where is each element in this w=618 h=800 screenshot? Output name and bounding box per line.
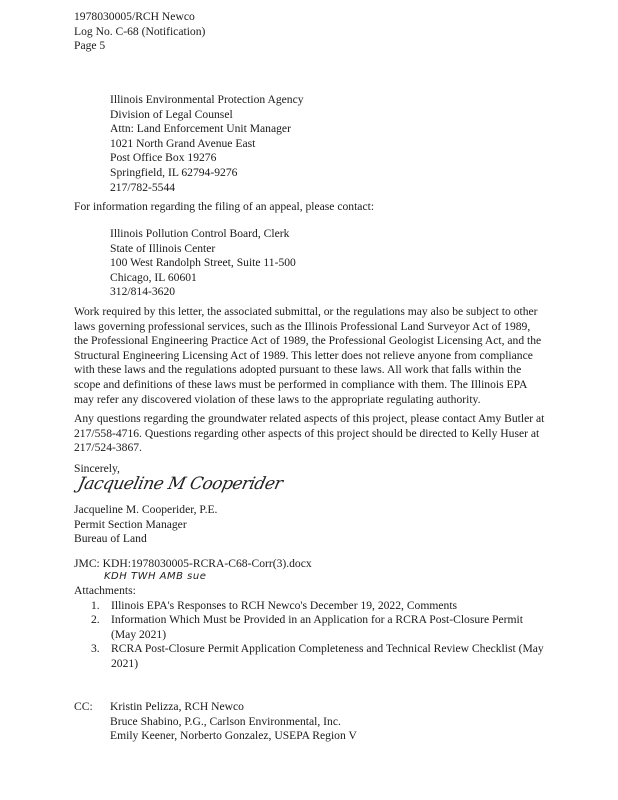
cc-recipient: Emily Keener, Norberto Gonzalez, USEPA Region V: [110, 729, 357, 743]
signer-title: Permit Section Manager: [74, 517, 187, 531]
paragraph-line: Any questions regarding the groundwater related aspects of this project, please contact Amy Butler at: [74, 412, 545, 425]
cc-recipient: Kristin Pelizza, RCH Newco: [110, 700, 244, 713]
header-page-number: Page 5: [74, 39, 106, 53]
signer-block: [74, 503, 584, 547]
signer-bureau: Bureau of Land: [74, 532, 147, 546]
paragraph-line: 217/558-4716. Questions regarding other aspects of this project should be directed to Kelly Huser at: [74, 426, 540, 440]
handwritten-signature: Jacqueline M Cooperider: [75, 474, 285, 494]
address-line: Chicago, IL 60601: [110, 270, 197, 284]
paragraph-line: laws governing professional services, such as the Illinois Professional Land Surveyor Act of 1989,: [74, 319, 531, 333]
paragraph-line: 217/524-3867.: [74, 441, 142, 455]
header-facility-id: 1978030005/RCH Newco: [74, 10, 195, 23]
cc-label: CC:: [74, 700, 93, 713]
signer-name: Jacqueline M. Cooperider, P.E.: [74, 503, 218, 516]
attachment-item: [74, 613, 584, 642]
cc-recipient: Bruce Shabino, P.G., Carlson Environmental, Inc.: [110, 714, 341, 728]
item-text: Information Which Must be Provided in an Application for a RCRA Post-Closure Permit: [111, 613, 523, 627]
attachments: [74, 584, 584, 672]
item-number: 1.: [91, 598, 100, 612]
appeal-intro: For information regarding the filing of an appeal, please contact:: [74, 200, 375, 213]
address-line: State of Illinois Center: [110, 241, 216, 255]
reference-line: JMC: KDH:1978030005-RCRA-C68-Corr(3).docx: [74, 557, 312, 570]
address-line: Post Office Box 19276: [110, 151, 217, 165]
address-line: Illinois Pollution Control Board, Clerk: [110, 227, 290, 240]
address-line: 100 West Randolph Street, Suite 11-500: [110, 256, 296, 270]
item-text: Illinois EPA's Responses to RCH Newco's December 19, 2022, Comments: [111, 598, 458, 612]
attachment-item: [74, 599, 584, 614]
contacts-paragraph: [74, 412, 584, 456]
paragraph-line: scope and definitions of these laws must be performed in compliance with them. The Illinois EPA: [74, 377, 528, 391]
item-text: 2021): [111, 656, 139, 670]
paragraph-line: Structural Engineering Licensing Act of 1989. This letter does not relieve anyone from compliance: [74, 348, 533, 362]
address-line: 1021 North Grand Avenue East: [110, 136, 256, 150]
paragraph-line: may refer any discovered violation of these laws to the appropriate regulating authority.: [74, 392, 481, 406]
handwritten-initials: KDH TWH AMB sue: [104, 571, 207, 582]
paragraph-line: the Professional Engineering Practice Act of 1989, the Professional Geologist Licensing Act, and the: [74, 334, 542, 348]
address-line: Division of Legal Counsel: [110, 107, 233, 121]
paragraph-line: with these laws and the regulations adopted pursuant to these laws. All work that falls within the: [74, 363, 522, 377]
item-number: 2.: [91, 613, 100, 627]
laws-paragraph: [74, 305, 584, 407]
paragraph-line: Work required by this letter, the associated submittal, or the regulations may also be subject to other: [74, 305, 538, 318]
item-number: 3.: [91, 642, 100, 656]
attachment-item: [74, 642, 584, 671]
item-text: RCRA Post-Closure Permit Application Completeness and Technical Review Checklist (May: [111, 642, 544, 656]
address-line: Springfield, IL 62794-9276: [110, 165, 238, 179]
ipcb-address: [110, 227, 618, 300]
address-line: Illinois Environmental Protection Agency: [110, 93, 304, 106]
header-log-number: Log No. C-68 (Notification): [74, 24, 206, 38]
item-text: (May 2021): [111, 627, 167, 641]
address-line: 217/782-5544: [110, 180, 176, 194]
address-line: 312/814-3620: [110, 285, 176, 299]
closing: Sincerely,: [74, 462, 120, 475]
attachments-label: Attachments:: [74, 584, 136, 597]
address-line: Attn: Land Enforcement Unit Manager: [110, 122, 291, 136]
letter-header: [74, 10, 584, 54]
iepa-address: [110, 93, 618, 195]
